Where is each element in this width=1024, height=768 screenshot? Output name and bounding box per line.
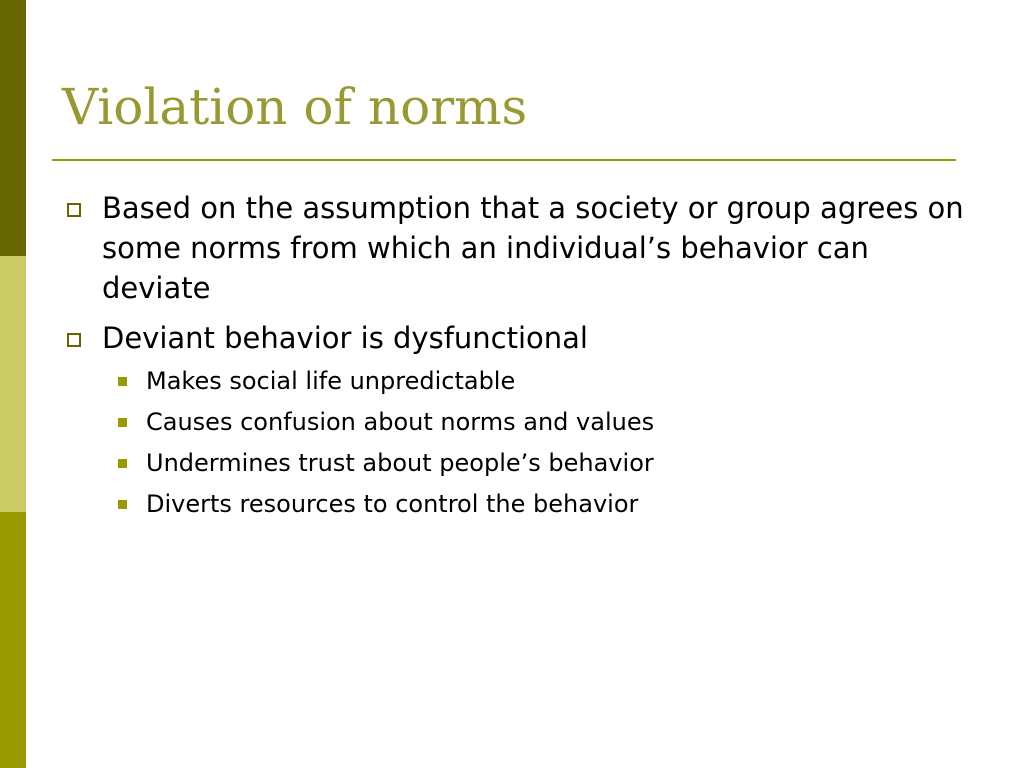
- hollow-square-icon: [67, 203, 81, 217]
- bullet-point: Deviant behavior is dysfunctional: [102, 321, 588, 355]
- filled-square-icon: [118, 418, 127, 427]
- filled-square-icon: [118, 459, 127, 468]
- sub-bullet-point: Causes confusion about norms and values: [146, 408, 655, 436]
- filled-square-icon: [118, 500, 127, 509]
- sidebar-bottom-segment: [0, 512, 26, 768]
- hollow-square-icon: [67, 333, 81, 347]
- slide-title: Violation of norms: [62, 78, 528, 136]
- title-divider: [52, 159, 956, 161]
- sub-bullet-point: Undermines trust about people’s behavior: [146, 449, 654, 477]
- sub-bullet-point: Diverts resources to control the behavior: [146, 490, 639, 518]
- sidebar-top-segment: [0, 0, 26, 256]
- bullet-point: Based on the assumption that a society or group agrees on some norms from which an individual’s behavior can deviate: [102, 191, 964, 305]
- sidebar-middle-segment: [0, 256, 26, 512]
- sub-bullet-point: Makes social life unpredictable: [146, 367, 516, 395]
- filled-square-icon: [118, 377, 127, 386]
